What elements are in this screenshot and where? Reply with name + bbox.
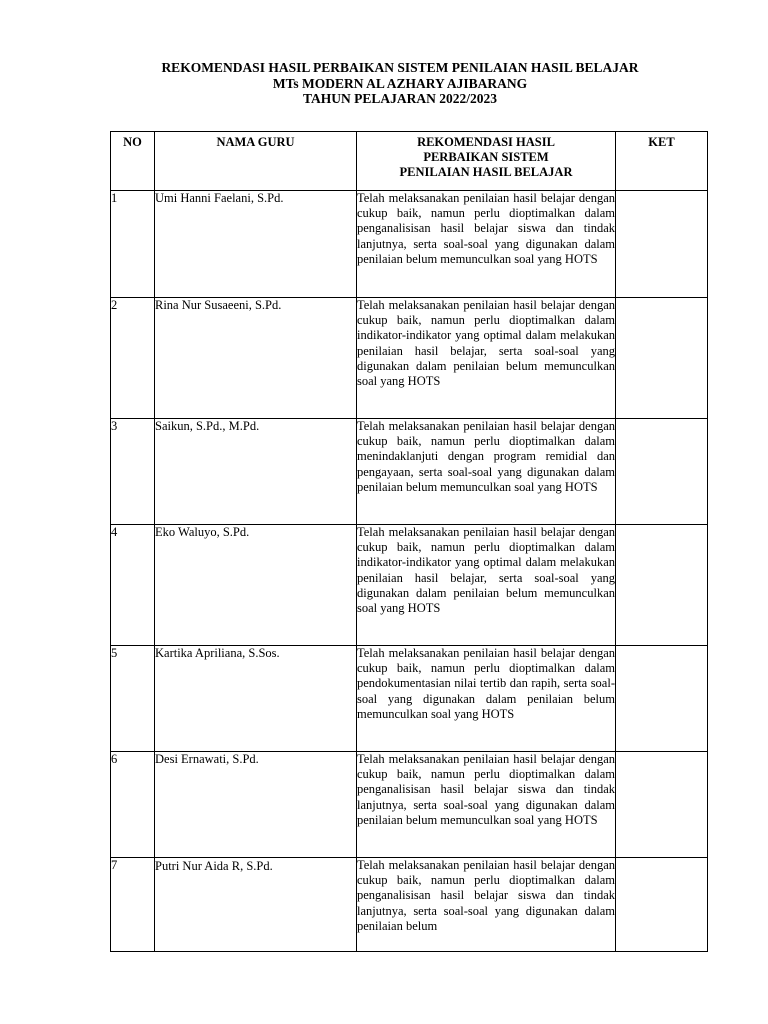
rekomendasi-header-line1: REKOMENDASI HASIL bbox=[417, 135, 555, 149]
ket-cell bbox=[616, 858, 708, 952]
document-title: REKOMENDASI HASIL PERBAIKAN SISTEM PENILAIAN HASIL BELAJAR bbox=[161, 60, 639, 75]
column-header-no: NO bbox=[111, 132, 155, 191]
ket-cell bbox=[616, 191, 708, 298]
table-row bbox=[111, 525, 708, 646]
ket-cell bbox=[616, 525, 708, 646]
teacher-name: Kartika Apriliana, S.Sos. bbox=[155, 646, 357, 752]
row-number: 5 bbox=[111, 646, 155, 752]
column-header-nama-guru: NAMA GURU bbox=[155, 132, 357, 191]
teacher-name: Rina Nur Susaeeni, S.Pd. bbox=[155, 298, 357, 419]
rekomendasi-header-line2: PERBAIKAN SISTEM bbox=[423, 150, 549, 165]
ket-cell bbox=[616, 298, 708, 419]
recommendation-table bbox=[110, 131, 708, 952]
recommendation-text: Telah melaksanakan penilaian hasil belajar dengan cukup baik, namun perlu dioptimalkan dalam penganalisisan hasil belajar siswa dan tindak lanjutnya, serta soal-soal yang digunakan dalam penilaian belum memunculkan soal yang HOTS bbox=[357, 191, 616, 298]
recommendation-text: Telah melaksanakan penilaian hasil belajar dengan cukup baik, namun perlu dioptimalkan dalam penganalisisan hasil belajar siswa dan tindak lanjutnya, serta soal-soal yang digunakan dalam penilaian belum bbox=[357, 858, 616, 952]
row-number: 3 bbox=[111, 419, 155, 525]
recommendation-text: Telah melaksanakan penilaian hasil belajar dengan cukup baik, namun perlu dioptimalkan dalam penganalisisan hasil belajar siswa dan tindak lanjutnya, serta soal-soal yang digunakan dalam penilaian belum memunculkan soal yang HOTS bbox=[357, 752, 616, 858]
ket-cell bbox=[616, 419, 708, 525]
table-row bbox=[111, 419, 708, 525]
column-header-rekomendasi bbox=[357, 132, 616, 191]
teacher-name: Putri Nur Aida R, S.Pd. bbox=[155, 858, 357, 952]
row-number: 2 bbox=[111, 298, 155, 419]
teacher-name: Umi Hanni Faelani, S.Pd. bbox=[155, 191, 357, 298]
table-header-row bbox=[111, 132, 708, 191]
teacher-name: Eko Waluyo, S.Pd. bbox=[155, 525, 357, 646]
rekomendasi-header-line3: PENILAIAN HASIL BELAJAR bbox=[399, 165, 573, 180]
recommendation-text: Telah melaksanakan penilaian hasil belajar dengan cukup baik, namun perlu dioptimalkan dalam indikator-indikator yang optimal dalam melakukan penilaian hasil belajar, serta soal-soal yang digunakan dalam penilaian belum memunculkan soal yang HOTS bbox=[357, 525, 616, 646]
table-row bbox=[111, 646, 708, 752]
ket-cell bbox=[616, 646, 708, 752]
school-name: MTs MODERN AL AZHARY AJIBARANG bbox=[272, 75, 528, 91]
academic-year: TAHUN PELAJARAN 2022/2023 bbox=[302, 91, 497, 106]
ket-cell bbox=[616, 752, 708, 858]
teacher-name: Saikun, S.Pd., M.Pd. bbox=[155, 419, 357, 525]
table-row bbox=[111, 298, 708, 419]
table-row bbox=[111, 858, 708, 952]
recommendation-text: Telah melaksanakan penilaian hasil belajar dengan cukup baik, namun perlu dioptimalkan dalam indikator-indikator yang optimal dalam melakukan penilaian hasil belajar, serta soal-soal yang digunakan dalam penilaian belum memunculkan soal yang HOTS bbox=[357, 298, 616, 419]
row-number: 6 bbox=[111, 752, 155, 858]
document-header bbox=[0, 60, 768, 107]
recommendation-text: Telah melaksanakan penilaian hasil belajar dengan cukup baik, namun perlu dioptimalkan dalam pendokumentasian nilai tertib dan rapih, serta soal-soal yang digunakan dalam penilaian belum memunculkan soal yang HOTS bbox=[357, 646, 616, 752]
row-number: 4 bbox=[111, 525, 155, 646]
row-number: 1 bbox=[111, 191, 155, 298]
recommendation-text: Telah melaksanakan penilaian hasil belajar dengan cukup baik, namun perlu dioptimalkan dalam menindaklanjuti dengan program remidial dan pengayaan, serta soal-soal yang digunakan dalam penilaian belum memunculkan soal yang HOTS bbox=[357, 419, 616, 525]
table-row bbox=[111, 191, 708, 298]
table-row bbox=[111, 752, 708, 858]
row-number: 7 bbox=[111, 858, 155, 952]
teacher-name: Desi Ernawati, S.Pd. bbox=[155, 752, 357, 858]
column-header-ket: KET bbox=[616, 132, 708, 191]
